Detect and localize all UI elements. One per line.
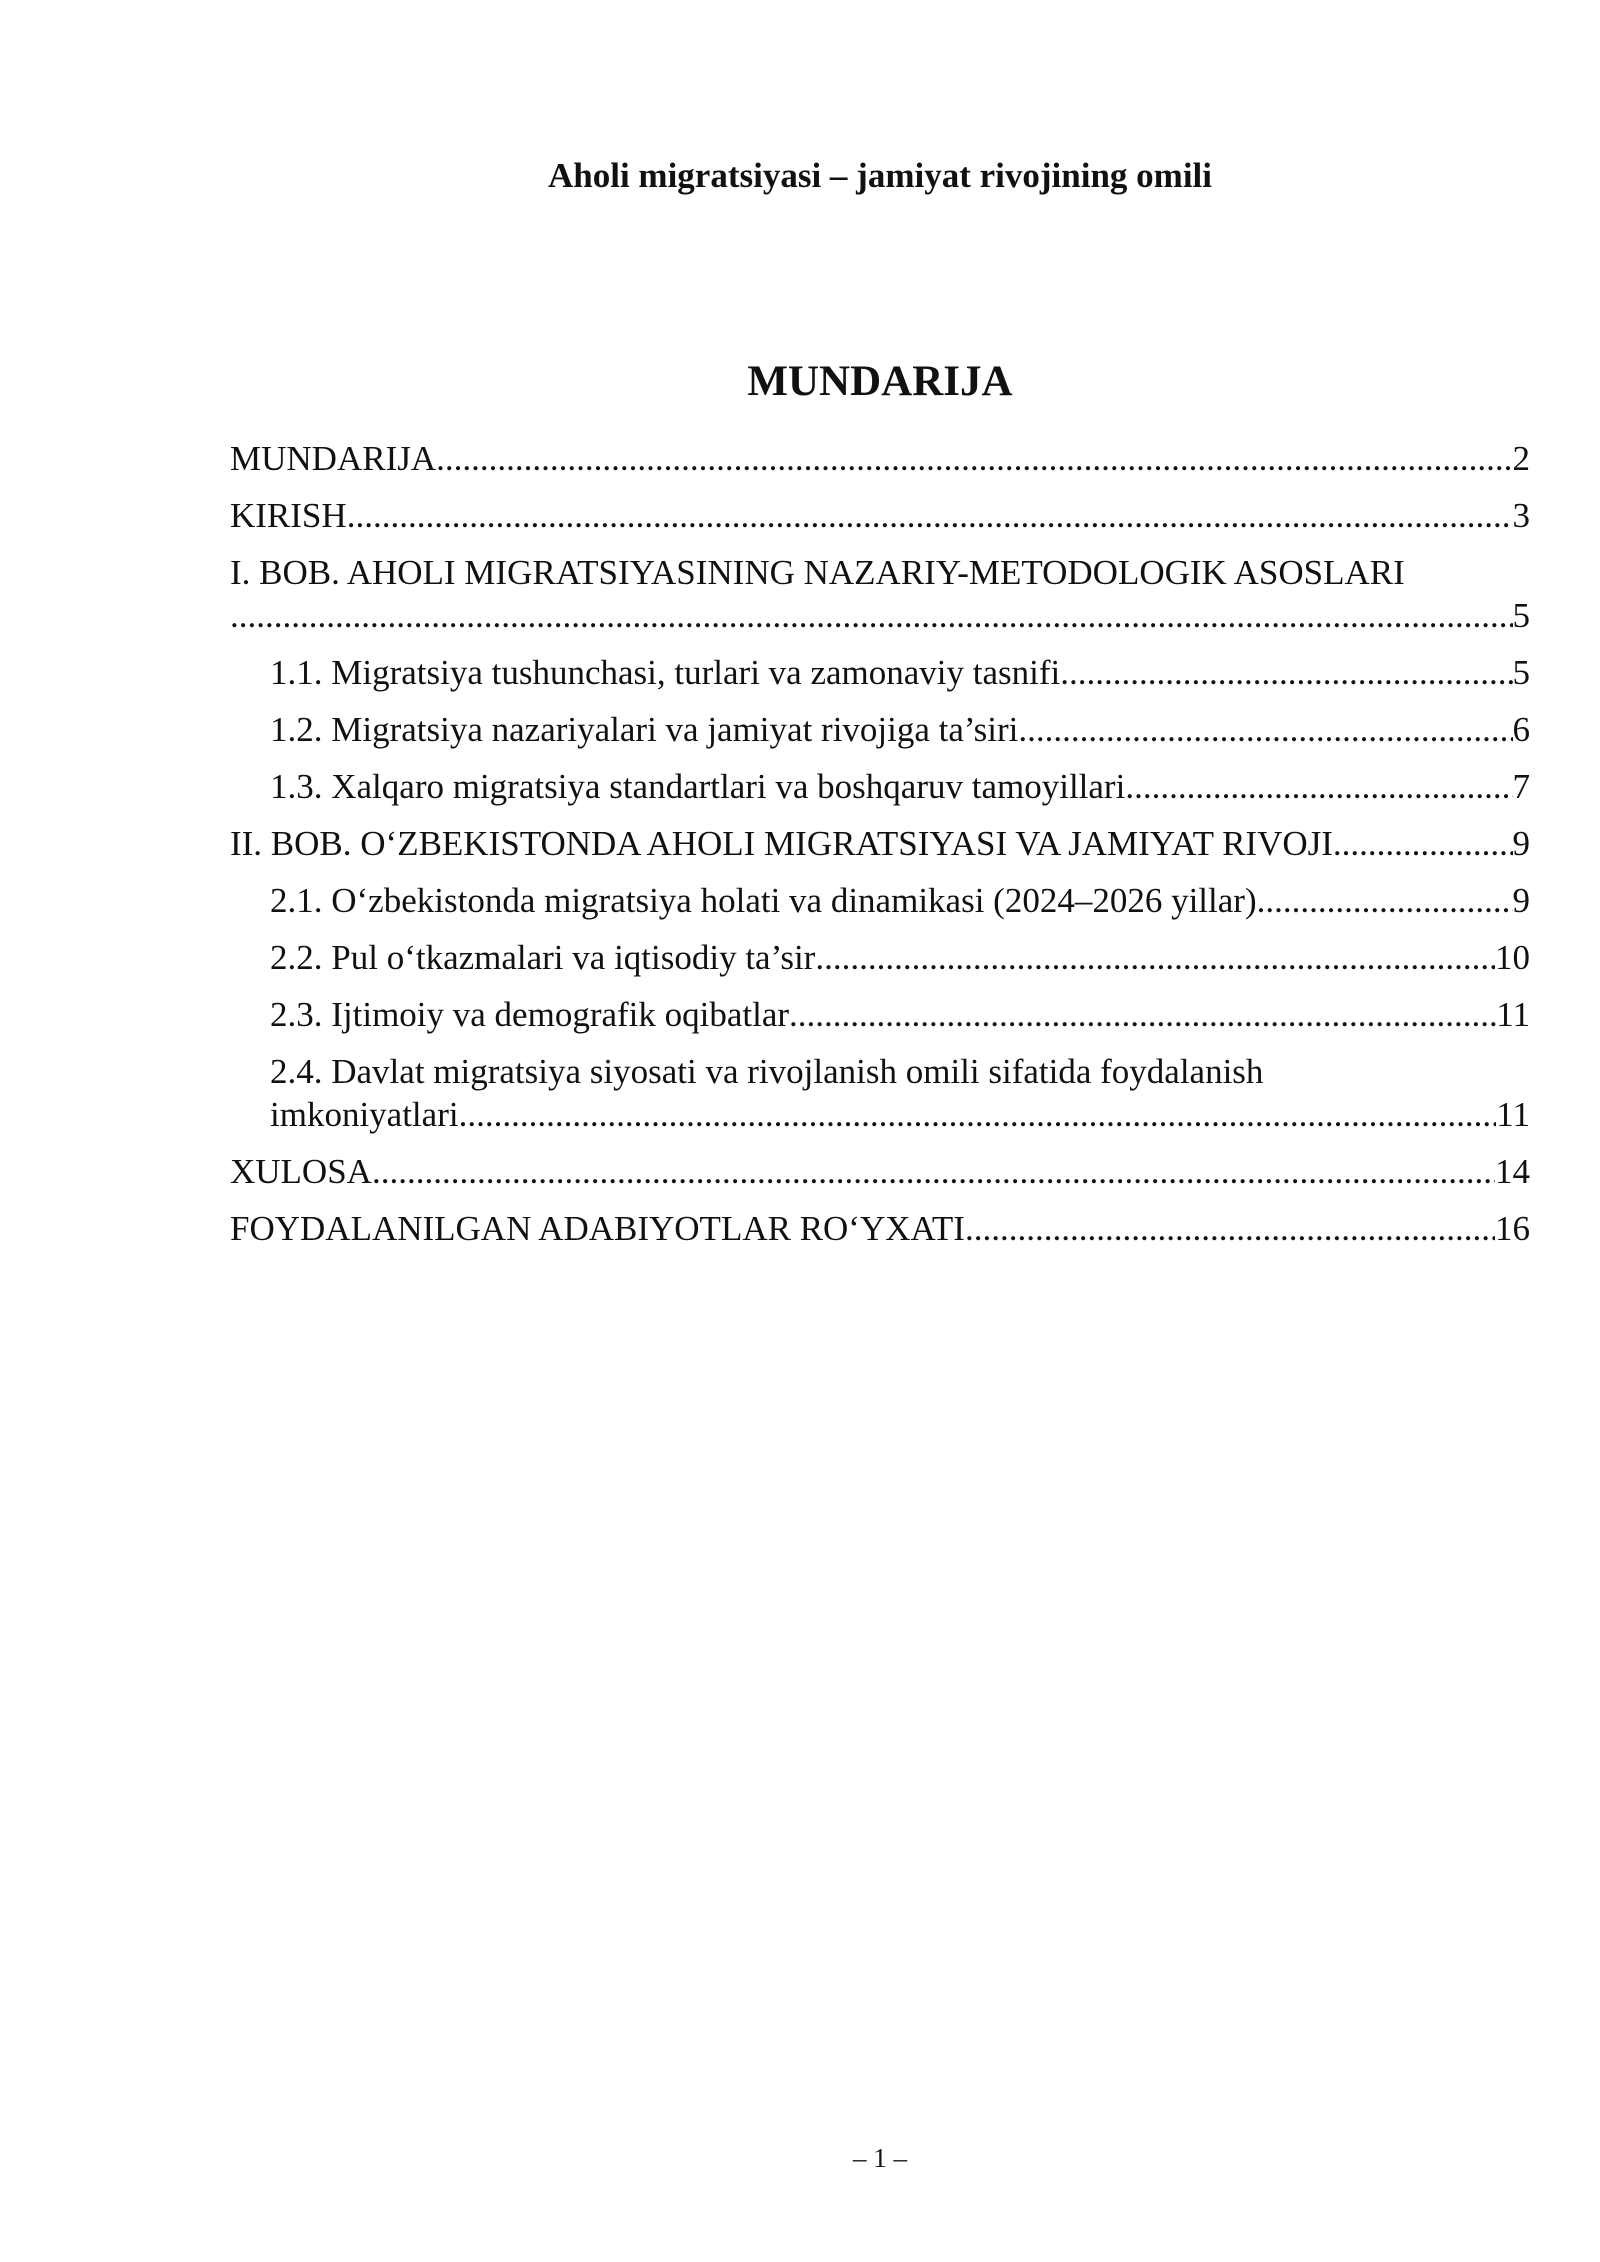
toc-entry-page: 6 [1512, 710, 1530, 749]
toc-entry-text: KIRISH [230, 496, 347, 535]
toc-entry-page: 5 [1512, 596, 1530, 635]
dot-leader [372, 1150, 1495, 1193]
toc-entry-chapter-2[interactable] [230, 822, 1530, 865]
toc-entry-page: 10 [1495, 938, 1530, 977]
toc-entry-page: 2 [1512, 439, 1530, 478]
dot-leader [1125, 765, 1512, 808]
table-of-contents [230, 437, 1530, 1264]
dot-leader [459, 1093, 1497, 1136]
toc-entry-2-4[interactable] [230, 1050, 1530, 1136]
dot-leader [965, 1207, 1495, 1250]
dot-leader [436, 437, 1512, 480]
dot-leader [1060, 651, 1512, 694]
toc-entry-2-3[interactable] [230, 993, 1530, 1036]
toc-entry-text: FOYDALANILGAN ADABIYOTLAR RO‘YXATI [230, 1209, 965, 1248]
dot-leader [1018, 708, 1512, 751]
dot-leader [347, 494, 1513, 537]
toc-entry-text: 1.2. Migratsiya nazariyalari va jamiyat rivojiga ta’siri [270, 710, 1019, 749]
toc-entry-text: 1.3. Xalqaro migratsiya standartlari va boshqaruv tamoyillari [270, 767, 1126, 806]
toc-entry-page: 5 [1512, 653, 1530, 692]
toc-entry-text: 2.2. Pul o‘tkazmalari va iqtisodiy ta’sir [270, 938, 816, 977]
dot-leader [789, 993, 1496, 1036]
toc-entry-page: 9 [1512, 824, 1530, 863]
dot-leader [230, 594, 1513, 637]
toc-entry-text: I. BOB. AHOLI MIGRATSIYASINING NAZARIY-METODOLOGIK ASOSLARI [230, 553, 1405, 592]
toc-entry-text-continued: imkoniyatlari [270, 1095, 459, 1134]
toc-entry-text: 2.3. Ijtimoiy va demografik oqibatlar [270, 995, 790, 1034]
toc-entry-page: 14 [1495, 1152, 1530, 1191]
toc-entry-adabiyotlar[interactable] [230, 1207, 1530, 1250]
toc-entry-text: MUNDARIJA [230, 439, 437, 478]
toc-entry-page: 7 [1512, 767, 1530, 806]
toc-entry-text: 2.4. Davlat migratsiya siyosati va rivojlanish omili sifatida foydalanish [270, 1052, 1264, 1091]
toc-entry-text: II. BOB. O‘ZBEKISTONDA AHOLI MIGRATSIYASI VA JAMIYAT RIVOJI [230, 824, 1333, 863]
toc-entry-page: 16 [1495, 1209, 1530, 1248]
toc-entry-page: 11 [1496, 995, 1530, 1034]
dot-leader [815, 936, 1495, 979]
toc-entry-page: 11 [1496, 1095, 1530, 1134]
dot-leader [1333, 822, 1513, 865]
toc-entry-text: 2.1. O‘zbekistonda migratsiya holati va dinamikasi (2024–2026 yillar) [270, 881, 1257, 920]
toc-heading: MUNDARIJA [747, 358, 1013, 405]
toc-entry-1-1[interactable] [230, 651, 1530, 694]
toc-entry-xulosa[interactable] [230, 1150, 1530, 1193]
toc-entry-2-1[interactable] [230, 879, 1530, 922]
toc-entry-page: 9 [1512, 881, 1530, 920]
toc-entry-text: XULOSA [230, 1152, 372, 1191]
toc-entry-kirish[interactable] [230, 494, 1530, 537]
toc-entry-1-3[interactable] [230, 765, 1530, 808]
document-title: Aholi migratsiyasi – jamiyat rivojining omili [547, 156, 1212, 195]
toc-entry-1-2[interactable] [230, 708, 1530, 751]
page-number: – 1 – [853, 2143, 907, 2173]
toc-entry-chapter-1[interactable] [230, 551, 1530, 637]
toc-entry-page: 3 [1512, 496, 1530, 535]
toc-entry-2-2[interactable] [230, 936, 1530, 979]
toc-entry-text: 1.1. Migratsiya tushunchasi, turlari va zamonaviy tasnifi [270, 653, 1061, 692]
toc-entry-mundarija[interactable] [230, 437, 1530, 480]
dot-leader [1257, 879, 1513, 922]
